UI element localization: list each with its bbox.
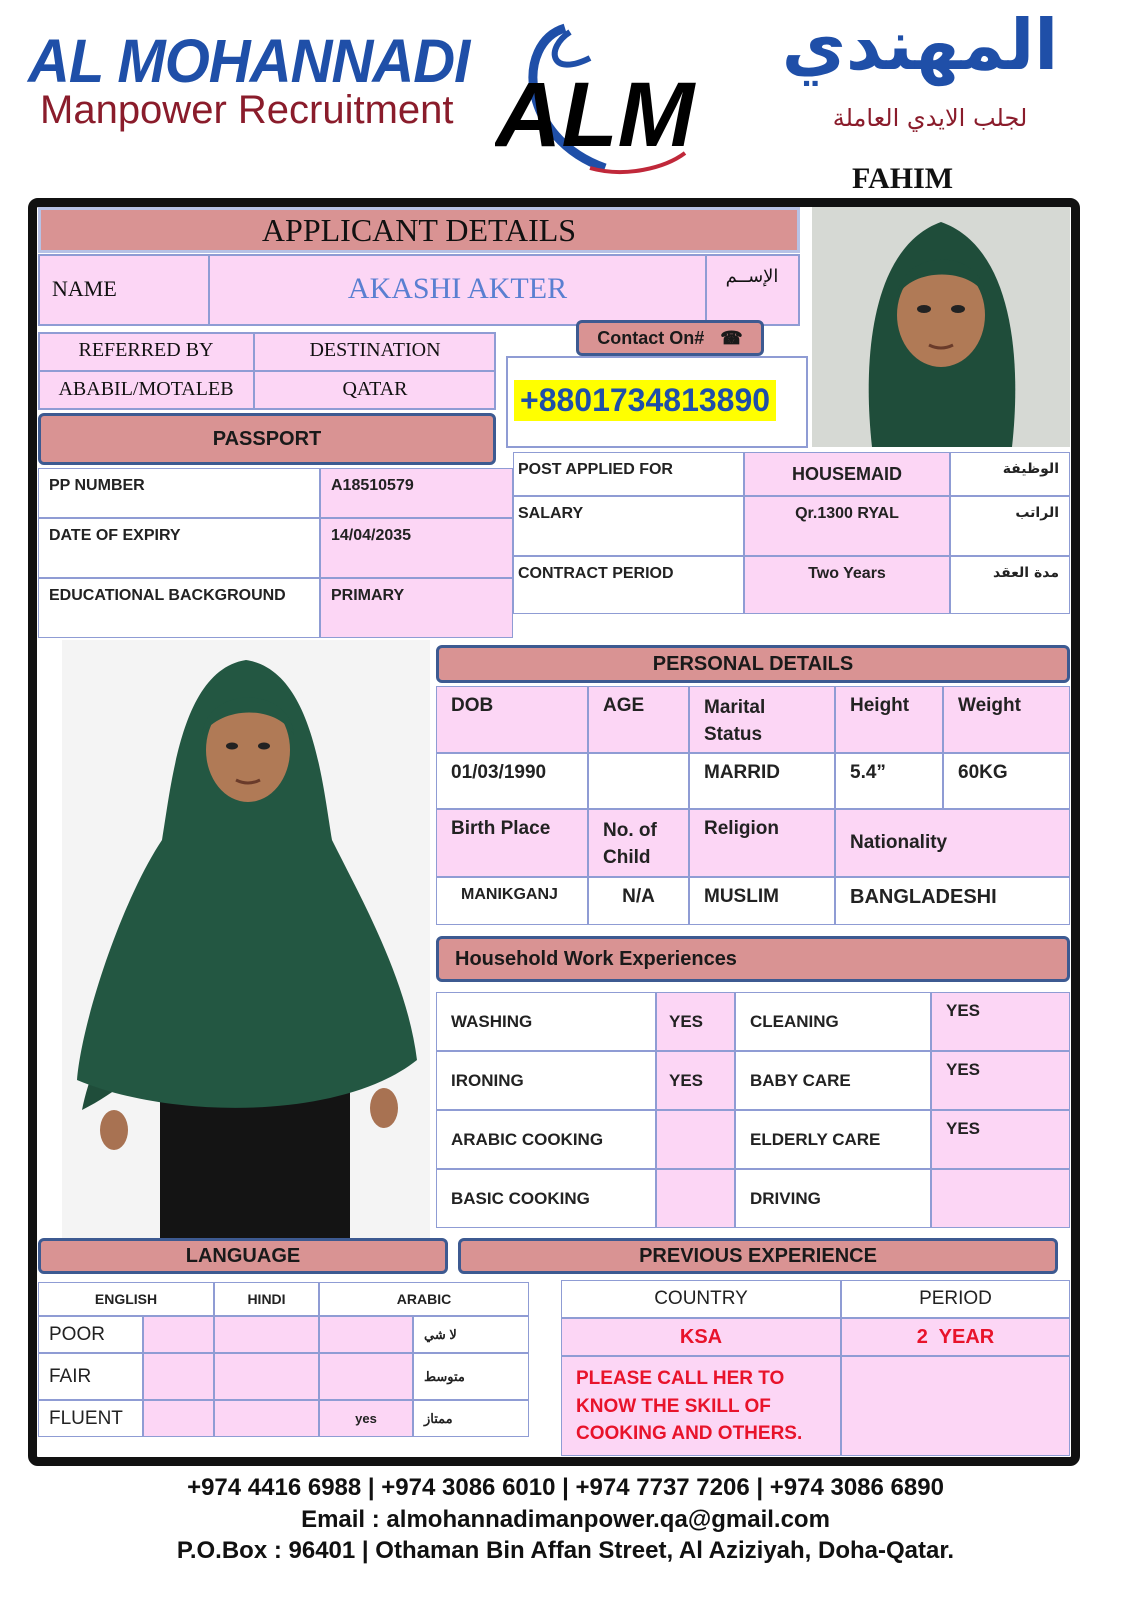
footer-address: P.O.Box : 96401 | Othaman Bin Affan Street, Al Aziziyah, Doha-Qatar. — [176, 1537, 955, 1564]
language-level-ar: لا شي — [424, 1326, 457, 1342]
language-cell — [214, 1353, 319, 1400]
household-cell — [735, 1051, 931, 1110]
dob-label: DOB — [451, 695, 494, 716]
birthplace-label-cell — [436, 809, 588, 877]
post-ar: الوظيفة — [1002, 461, 1059, 477]
previous-header: PREVIOUS EXPERIENCE — [458, 1238, 1058, 1274]
language-cell — [38, 1400, 143, 1437]
household-answer: YES — [669, 1070, 704, 1090]
household-title: Household Work Experiences — [455, 947, 737, 970]
contract-ar-cell — [950, 556, 1070, 614]
birthplace-label: Birth Place — [451, 818, 551, 839]
religion-label-cell — [689, 809, 835, 877]
weight-label: Weight — [958, 695, 1021, 716]
pp-value: A18510579 — [331, 477, 414, 494]
destination-label: DESTINATION — [309, 339, 441, 361]
alm-logo — [495, 18, 720, 178]
passport-header: PASSPORT — [38, 413, 496, 465]
age-cell — [588, 753, 689, 809]
children-label-cell — [588, 809, 689, 877]
language-cell — [38, 1316, 143, 1353]
marital-cell — [689, 753, 835, 809]
language-level-ar: متوسط — [424, 1368, 465, 1384]
contract-value: Two Years — [808, 565, 886, 582]
birthplace-cell — [436, 877, 588, 925]
applicant-name: AKASHI AKTER — [347, 272, 568, 305]
phone-icon: ☎ — [720, 327, 743, 348]
weight-label-cell — [943, 686, 1070, 753]
height-value: 5.4” — [850, 762, 886, 783]
post-label: POST APPLIED FOR — [518, 461, 673, 478]
contact-number: +8801734813890 — [514, 380, 776, 421]
brand-ar-title: المهندي — [781, 4, 1059, 86]
children-label: No. of Child — [603, 820, 657, 868]
period-value: 2 YEAR — [916, 1325, 995, 1348]
household-task: WASHING — [451, 1011, 533, 1031]
height-cell — [835, 753, 943, 809]
personal-header: PERSONAL DETAILS — [436, 645, 1070, 683]
expiry-label-cell — [38, 518, 320, 578]
weight-cell — [943, 753, 1070, 809]
household-cell — [436, 1169, 656, 1228]
household-task: BASIC COOKING — [451, 1188, 590, 1208]
language-cell — [143, 1400, 214, 1437]
language-cell — [319, 1400, 413, 1437]
post-value: HOUSEMAID — [791, 463, 902, 484]
household-task: CLEANING — [750, 1011, 839, 1031]
household-cell — [436, 992, 656, 1051]
divider — [38, 370, 496, 372]
language-cell — [319, 1353, 413, 1400]
language-col-label: ENGLISH — [94, 1291, 158, 1307]
household-cell — [931, 1051, 1070, 1110]
height-label: Height — [850, 695, 910, 716]
name-label: NAME — [52, 276, 117, 301]
pp-label-cell — [38, 468, 320, 518]
language-level: FAIR — [49, 1365, 92, 1387]
household-answer: YES — [946, 1119, 981, 1138]
household-cell — [931, 1169, 1070, 1228]
agent-name: FAHIM — [852, 162, 954, 195]
household-task: BABY CARE — [750, 1070, 851, 1090]
referred-label: REFERRED BY — [78, 339, 214, 361]
nationality-label-cell — [835, 809, 1070, 877]
letterhead — [0, 0, 1131, 200]
contact-header — [576, 320, 764, 356]
salary-value: Qr.1300 RYAL — [795, 505, 899, 522]
post-label-cell — [513, 452, 744, 496]
language-cell — [214, 1316, 319, 1353]
salary-label: SALARY — [518, 505, 584, 522]
country-label: COUNTRY — [654, 1288, 748, 1309]
household-cell — [656, 1110, 735, 1169]
dob-value: 01/03/1990 — [451, 762, 547, 783]
language-col-header — [319, 1282, 529, 1316]
language-cell — [319, 1316, 413, 1353]
household-cell — [656, 1051, 735, 1110]
religion-label: Religion — [704, 818, 779, 839]
language-level-ar: ممتاز — [424, 1410, 453, 1426]
contract-label: CONTRACT PERIOD — [518, 565, 674, 582]
edu-value: PRIMARY — [331, 587, 405, 604]
salary-label-cell — [513, 496, 744, 556]
language-level: FLUENT — [49, 1407, 123, 1429]
weight-value: 60KG — [958, 762, 1008, 783]
household-cell — [735, 1110, 931, 1169]
birthplace-value: MANIKGANJ — [461, 886, 558, 903]
full-body-photo — [62, 640, 430, 1240]
household-answer: YES — [946, 1060, 981, 1079]
referred-value: ABABIL/MOTALEB — [58, 378, 234, 400]
language-level: POOR — [49, 1323, 105, 1345]
divider — [705, 254, 707, 326]
post-ar-cell — [950, 452, 1070, 496]
household-cell — [436, 1051, 656, 1110]
language-cell — [38, 1353, 143, 1400]
brand-en-title: AL MOHANNADI — [28, 27, 470, 96]
country-cell — [561, 1318, 841, 1356]
household-cell — [436, 1110, 656, 1169]
household-task: DRIVING — [750, 1188, 821, 1208]
height-label-cell — [835, 686, 943, 753]
religion-cell — [689, 877, 835, 925]
household-answer: YES — [946, 1001, 981, 1020]
note-empty-cell — [841, 1356, 1070, 1456]
edu-label: EDUCATIONAL BACKGROUND — [49, 587, 286, 604]
household-cell — [656, 1169, 735, 1228]
dob-label-cell — [436, 686, 588, 753]
nationality-value: BANGLADESHI — [850, 886, 997, 908]
footer-email: Email : almohannadimanpower.qa@gmail.com — [301, 1506, 830, 1533]
language-cell — [143, 1353, 214, 1400]
household-cell — [931, 1110, 1070, 1169]
household-cell — [735, 992, 931, 1051]
expiry-value-cell — [320, 518, 513, 578]
edu-label-cell — [38, 578, 320, 638]
period-label-cell — [841, 1280, 1070, 1318]
household-cell — [735, 1169, 931, 1228]
expiry-label: DATE OF EXPIRY — [49, 527, 181, 544]
portrait-photo — [812, 207, 1070, 447]
previous-note: PLEASE CALL HER TO KNOW THE SKILL OF COOKING AND OTHERS. — [576, 1368, 803, 1445]
contact-label: Contact On# — [597, 327, 705, 348]
pp-label: PP NUMBER — [49, 477, 145, 494]
dob-cell — [436, 753, 588, 809]
language-cell — [413, 1316, 529, 1353]
pp-value-cell — [320, 468, 513, 518]
household-cell — [931, 992, 1070, 1051]
salary-value-cell — [744, 496, 950, 556]
name-ar-label: الإســم — [725, 266, 779, 287]
religion-value: MUSLIM — [704, 886, 779, 907]
language-col-label: HINDI — [247, 1291, 286, 1307]
footer-phones: +974 4416 6988 | +974 3086 6010 | +974 7737 7206 | +974 3086 6890 — [187, 1474, 944, 1501]
destination-value: QATAR — [342, 378, 408, 400]
language-cell — [214, 1400, 319, 1437]
household-task: IRONING — [451, 1070, 524, 1090]
edu-value-cell — [320, 578, 513, 638]
household-cell — [656, 992, 735, 1051]
salary-ar-cell — [950, 496, 1070, 556]
contract-label-cell — [513, 556, 744, 614]
age-label-cell — [588, 686, 689, 753]
marital-label-cell — [689, 686, 835, 753]
contract-ar: مدة العقد — [992, 565, 1059, 581]
salary-ar: الراتب — [1015, 505, 1059, 521]
logo-letters: ALM — [495, 64, 695, 166]
language-cell — [413, 1400, 529, 1437]
children-cell — [588, 877, 689, 925]
post-value-cell — [744, 452, 950, 496]
language-col-header — [214, 1282, 319, 1316]
brand-ar-subtitle: لجلب الايدي العاملة — [832, 104, 1028, 132]
applicant-section-title: APPLICANT DETAILS — [38, 207, 800, 253]
period-cell — [841, 1318, 1070, 1356]
language-arabic: yes — [355, 1411, 377, 1426]
expiry-value: 14/04/2035 — [331, 527, 412, 544]
household-task: ELDERLY CARE — [750, 1129, 881, 1149]
contract-value-cell — [744, 556, 950, 614]
language-header: LANGUAGE — [38, 1238, 448, 1274]
marital-label: Marital Status — [704, 697, 766, 745]
country-value: KSA — [679, 1325, 723, 1348]
marital-value: MARRID — [704, 762, 780, 783]
age-label: AGE — [603, 695, 645, 716]
household-header — [436, 936, 1070, 982]
language-col-header — [38, 1282, 214, 1316]
language-cell — [143, 1316, 214, 1353]
note-cell — [561, 1356, 841, 1456]
brand-en-subtitle: Manpower Recruitment — [40, 88, 454, 132]
language-col-label: ARABIC — [396, 1291, 452, 1307]
language-cell — [413, 1353, 529, 1400]
children-value: N/A — [622, 886, 655, 907]
country-label-cell — [561, 1280, 841, 1318]
household-answer: YES — [669, 1011, 704, 1031]
period-label: PERIOD — [919, 1288, 992, 1309]
nationality-label: Nationality — [850, 832, 948, 853]
nationality-cell — [835, 877, 1070, 925]
household-task: ARABIC COOKING — [451, 1129, 604, 1149]
